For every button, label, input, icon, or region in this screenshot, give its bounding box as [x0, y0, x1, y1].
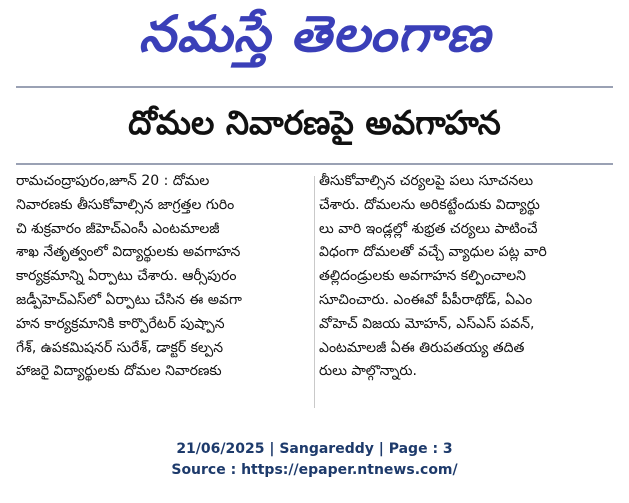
- article-line: విధంగా దోమలతో వచ్చే వ్యాధుల పట్ల వారి: [319, 244, 547, 261]
- article-line: లు వారి ఇండ్లల్లో శుభ్రత చర్యలు పాటించే: [319, 220, 538, 237]
- column-divider: [314, 176, 315, 408]
- article-line: నివారణకు తీసుకోవాల్సిన జాగ్రత్తల గురిం: [16, 196, 235, 213]
- article-body: [16, 170, 613, 416]
- source-info: Source : https://epaper.ntnews.com/: [171, 462, 458, 478]
- article-line: వోహెచ్ విజయ మోహన్, ఎస్ఎస్ పవన్,: [319, 315, 535, 332]
- headline-bottom-rule: [16, 163, 613, 165]
- article-right-column: [319, 170, 613, 416]
- article-line: తీసుకోవాల్సిన చర్యలపై పలు సూచనలు: [319, 173, 534, 189]
- article-line: జడ్పీహెచ్ఎస్‌లో ఏర్పాటు చేసిన ఈ అవగా: [16, 291, 242, 308]
- article-line: సూచించారు. ఎంఈవో పీపీరాథోడ్, ఏఎం: [319, 291, 533, 308]
- article-line: శాఖ నేతృత్వంలో విద్యార్థులకు అవగాహన: [16, 244, 241, 261]
- article-headline: దోమల నివారణపై అవగాహన: [128, 102, 501, 142]
- article-line: తల్లిదండ్రులకు అవగాహన కల్పించాలని: [319, 268, 526, 285]
- headline-top-rule: [16, 86, 613, 88]
- article-left-column: [16, 170, 310, 416]
- masthead-title: నమస్తే తెలంగాణ: [138, 4, 491, 63]
- article-line: హన కార్యక్రమానికి కార్పొరేటర్ పుష్పాన: [16, 315, 225, 332]
- article-line: హాజరై విద్యార్థులకు దోమల నివారణకు: [16, 363, 222, 380]
- article-line: చేశారు. దోమలను అరికట్టేందుకు విద్యార్థు: [319, 196, 540, 213]
- article-line: ఎంటమాలజీ ఏఈ తిరుపతయ్య తదిత: [319, 339, 525, 356]
- newspaper-masthead: [0, 4, 629, 76]
- edition-info: 21/06/2025 | Sangareddy | Page : 3: [176, 441, 453, 457]
- article-line: గేశ్, ఉపకమిషనర్ సురేశ్, డాక్టర్ కల్పన: [16, 339, 224, 356]
- article-line: కార్యక్రమాన్ని ఏర్పాటు చేశారు. ఆర్సీపురం: [16, 268, 237, 285]
- article-line: చి శుక్రవారం జీహెచ్‌ఎంసీ ఎంటమాలజీ: [16, 220, 220, 237]
- article-line: రులు పాల్గొన్నారు.: [319, 363, 417, 380]
- article-line: రామచంద్రాపురం,జూన్ 20 : దోమల: [16, 173, 210, 189]
